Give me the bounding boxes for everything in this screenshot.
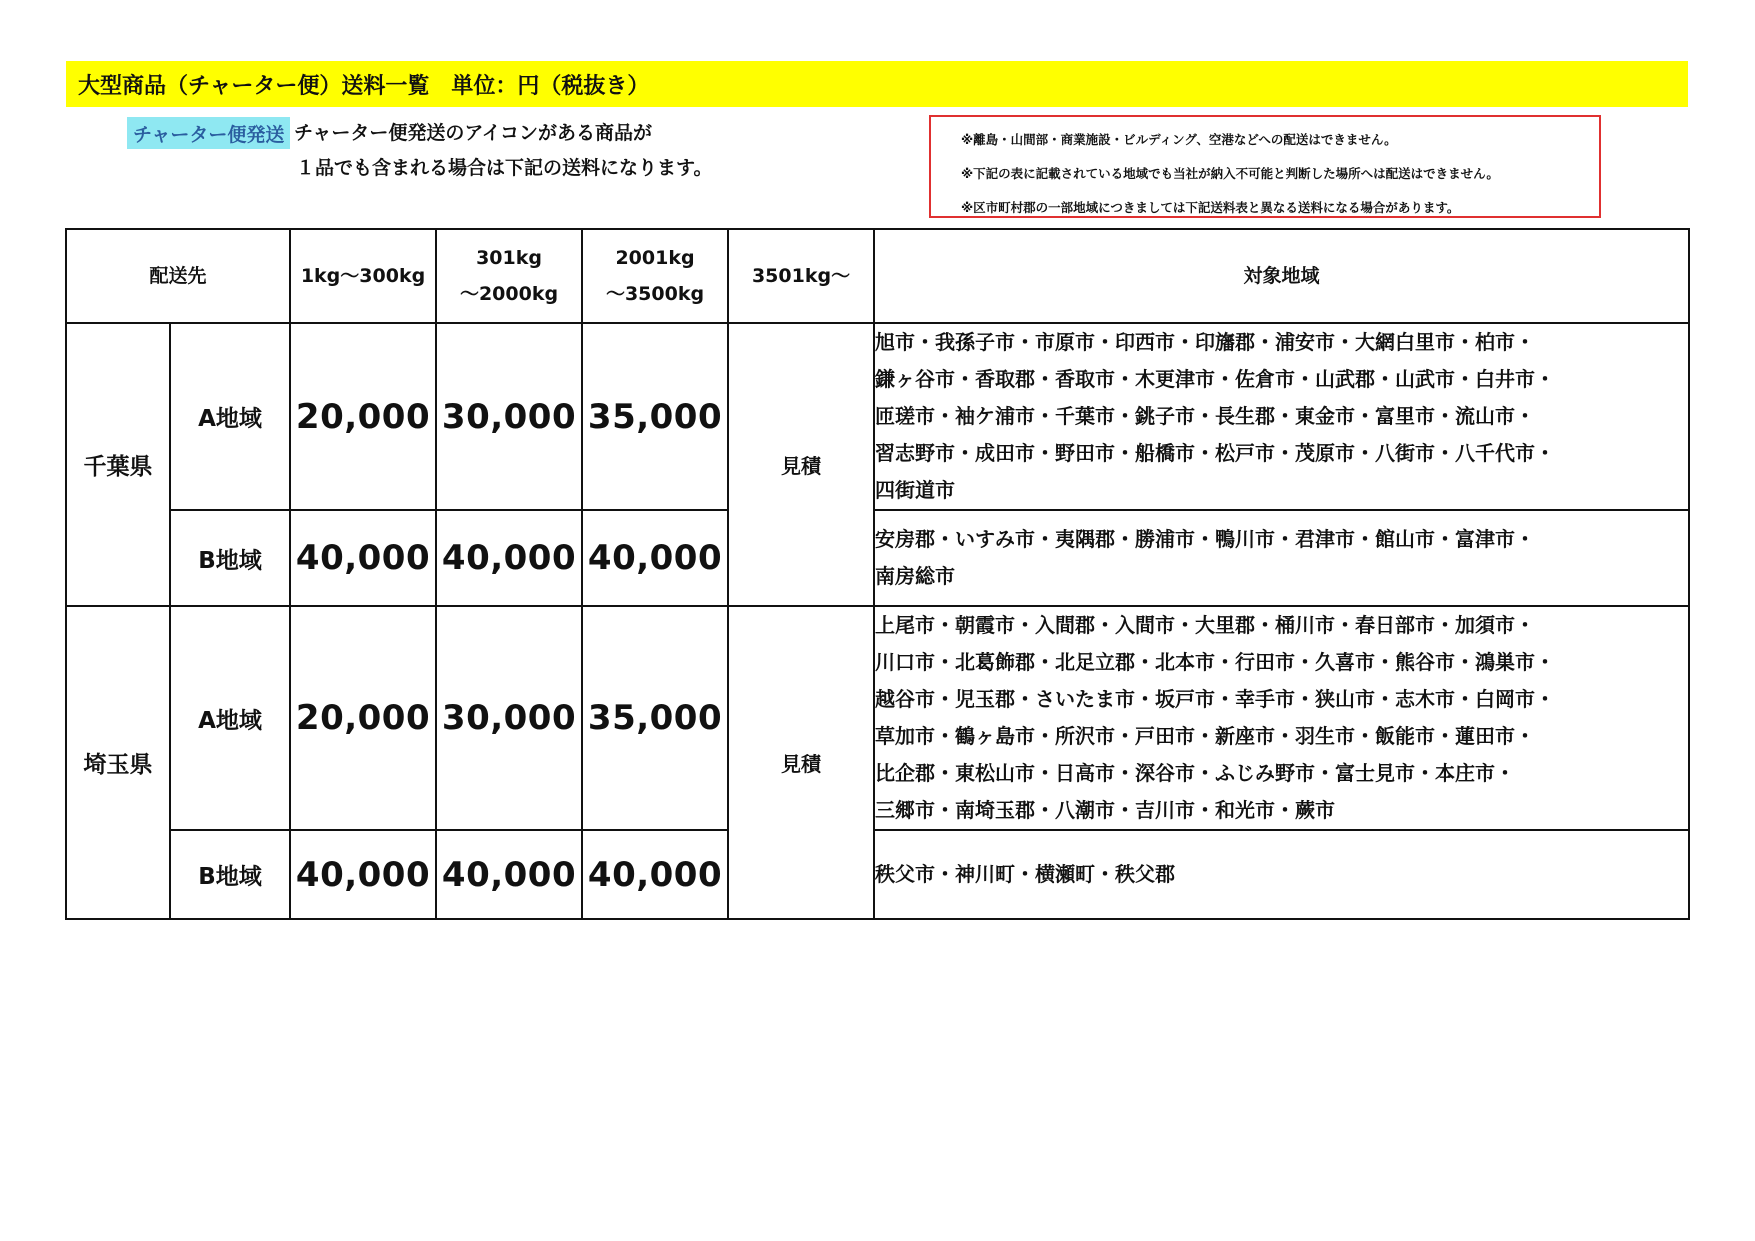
quote-cell: 見積 [728,606,874,919]
page-title: 大型商品（チャーター便）送料一覧 単位：円（税抜き） [66,61,1688,107]
price-cell: 30,000 [436,323,582,510]
areas-cell [874,606,1689,830]
description-line: １品でも含まれる場合は下記の送料になります。 [296,157,713,179]
quote-cell: 見積 [728,323,874,606]
area-line: 習志野市・成田市・野田市・船橋市・松戸市・茂原市・八街市・八千代市・ [875,441,1556,465]
price-cell: 40,000 [436,510,582,606]
header-weight-3-line: ～3500kg [605,283,705,305]
header-weight-2-line: 301kg [476,247,542,269]
header-areas: 対象地域 [874,229,1689,323]
table-row [66,323,1689,510]
zone-cell: B地域 [170,510,290,606]
area-line: 匝瑳市・袖ケ浦市・千葉市・銚子市・長生郡・東金市・富里市・流山市・ [875,404,1536,428]
price-cell: 20,000 [290,606,436,830]
prefecture-cell: 千葉県 [66,323,170,606]
area-line: 四街道市 [875,478,956,502]
area-line: 旭市・我孫子市・市原市・印西市・印旛郡・浦安市・大網白里市・柏市・ [875,330,1536,354]
area-line: 上尾市・朝霞市・入間郡・入間市・大里郡・桶川市・春日部市・加須市・ [875,613,1536,637]
price-cell: 40,000 [290,510,436,606]
area-line: 草加市・鶴ヶ島市・所沢市・戸田市・新座市・羽生市・飯能市・蓮田市・ [875,724,1536,748]
price-cell: 40,000 [582,510,728,606]
header-weight-2 [436,229,582,323]
areas-cell [874,323,1689,510]
table-row [66,510,1689,606]
charter-description [294,116,712,186]
notice-line: ※下記の表に記載されている地域でも当社が納入不可能と判断した場所へは配送はできません。 [961,166,1499,181]
area-line: 南房総市 [875,564,956,588]
table-row [66,830,1689,919]
price-cell: 40,000 [436,830,582,919]
area-line: 川口市・北葛飾郡・北足立郡・北本市・行田市・久喜市・熊谷市・鴻巣市・ [875,650,1556,674]
prefecture-cell: 埼玉県 [66,606,170,919]
zone-cell: A地域 [170,606,290,830]
areas-cell [874,510,1689,606]
header-row [66,229,1689,323]
description-line: チャーター便発送のアイコンがある商品が [294,122,652,144]
zone-cell: A地域 [170,323,290,510]
area-line: 秩父市・神川町・横瀬町・秩父郡 [875,862,1176,886]
header-destination: 配送先 [66,229,290,323]
price-cell: 35,000 [582,323,728,510]
header-weight-3 [582,229,728,323]
notice-box [929,115,1601,218]
area-line: 三郷市・南埼玉郡・八潮市・吉川市・和光市・蕨市 [875,798,1336,822]
notice-line: ※離島・山間部・商業施設・ビルディング、空港などへの配送はできません。 [961,132,1397,147]
areas-cell [874,830,1689,919]
table-row [66,606,1689,830]
area-line: 比企郡・東松山市・日高市・深谷市・ふじみ野市・富士見市・本庄市・ [875,761,1516,785]
price-cell: 20,000 [290,323,436,510]
header-weight-3-line: 2001kg [615,247,695,269]
header-weight-4: 3501kg～ [728,229,874,323]
zone-cell: B地域 [170,830,290,919]
area-line: 安房郡・いすみ市・夷隅郡・勝浦市・鴨川市・君津市・館山市・富津市・ [875,527,1536,551]
header-weight-2-line: ～2000kg [459,283,559,305]
header-weight-1: 1kg～300kg [290,229,436,323]
charter-badge: チャーター便発送 [127,117,290,149]
area-line: 鎌ヶ谷市・香取郡・香取市・木更津市・佐倉市・山武郡・山武市・白井市・ [875,367,1556,391]
notice-line: ※区市町村郡の一部地域につきましては下記送料表と異なる送料になる場合があります。 [961,200,1460,215]
price-cell: 40,000 [582,830,728,919]
price-cell: 30,000 [436,606,582,830]
area-line: 越谷市・児玉郡・さいたま市・坂戸市・幸手市・狭山市・志木市・白岡市・ [875,687,1556,711]
shipping-rate-table [65,228,1690,920]
price-cell: 40,000 [290,830,436,919]
price-cell: 35,000 [582,606,728,830]
